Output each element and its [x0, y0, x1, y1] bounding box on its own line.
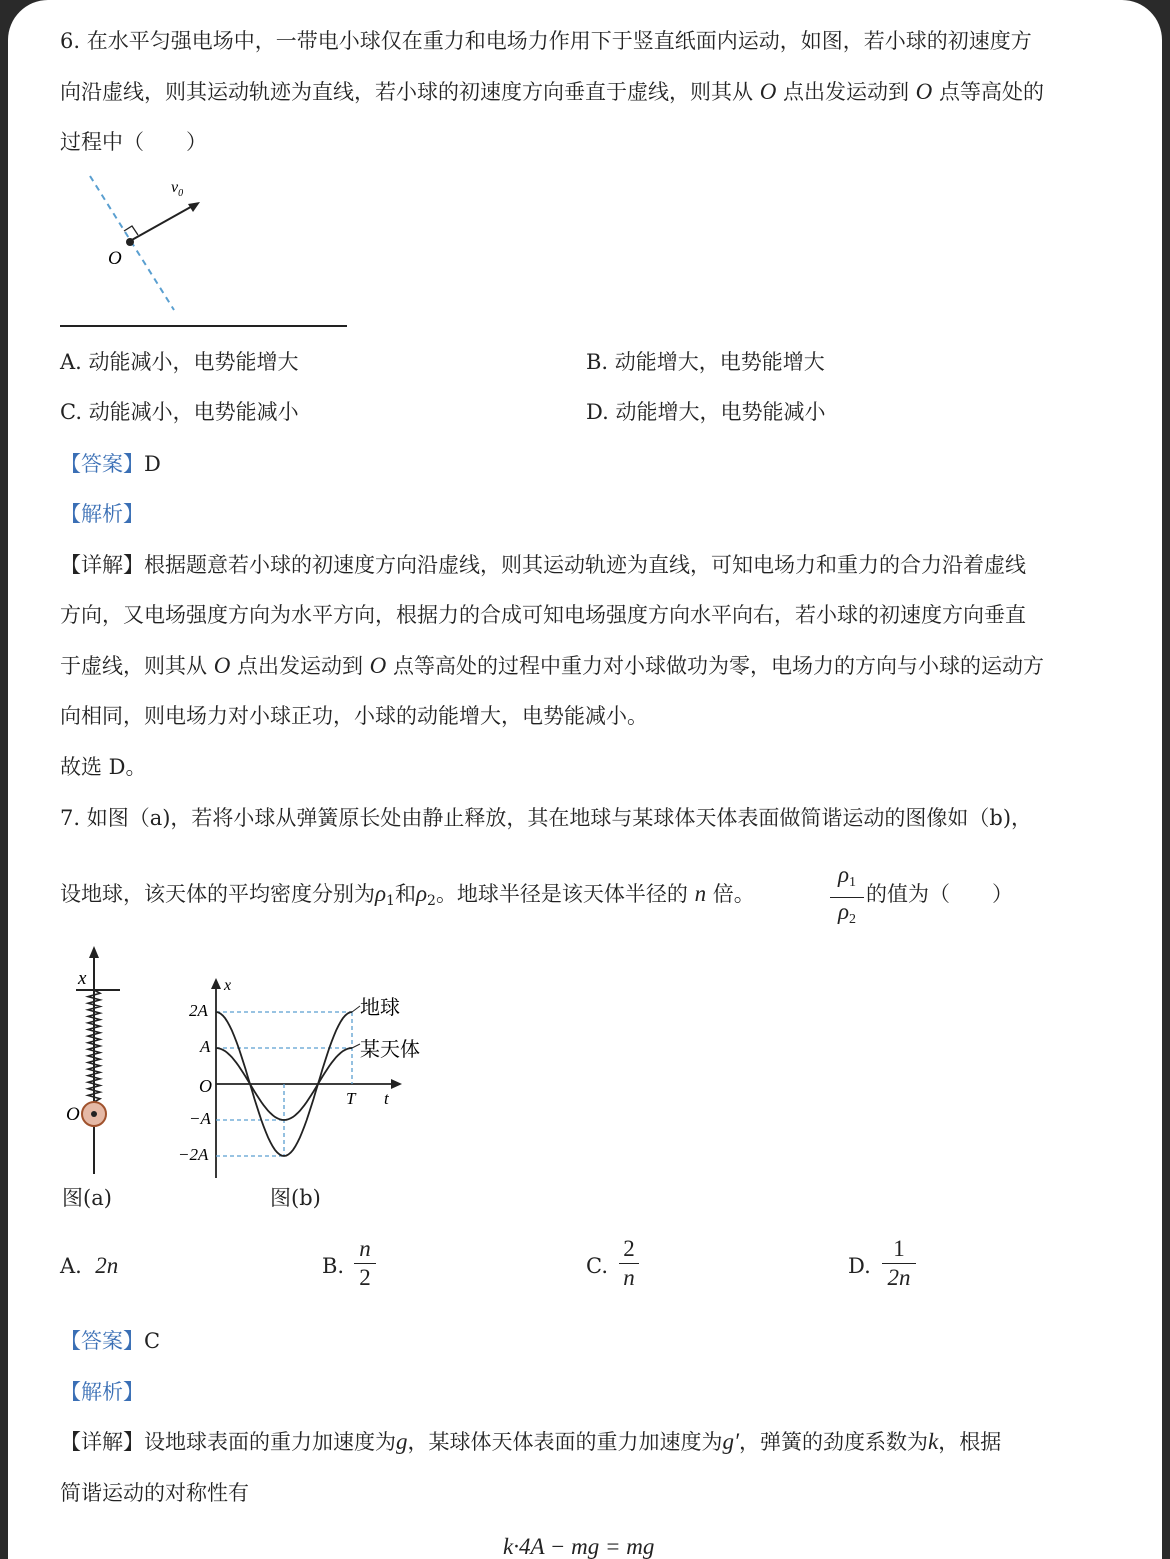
rho-ratio-fraction: $\rho_1$ $\rho_2$ — [830, 862, 864, 933]
point-O-dot — [126, 238, 134, 246]
ball-center — [91, 1111, 97, 1117]
q6-conclusion: 故选 D。 — [60, 755, 147, 779]
tick-label-neg-2A: −2A — [178, 1145, 209, 1164]
arrowhead-icon — [211, 978, 221, 989]
q6-detail-line1: 【详解】根据题意若小球的初速度方向沿虚线，则其运动轨迹为直线，可知电场力和重力的合力沿着虚线 — [60, 553, 1026, 577]
y-axis-label: x — [224, 977, 232, 994]
q6-analysis-tag: 【解析】 — [60, 502, 144, 526]
q7-detail-line1: 【详解】设地球表面的重力加速度为g，某球体天体表面的重力加速度为g′，弹簧的劲度系数为k，根据 — [60, 1429, 1002, 1454]
figure-b-caption: 图(b) — [270, 1186, 321, 1210]
q7-option-d-fraction: 1 2n — [882, 1236, 916, 1291]
arrowhead-icon — [391, 1079, 402, 1089]
q7-option-c-fraction: 2 n — [619, 1236, 639, 1291]
q7-option-b-fraction: n 2 — [354, 1236, 376, 1291]
q6-line2 — [60, 80, 1044, 104]
t-label: t — [384, 1089, 389, 1108]
tick-label-2A: 2A — [189, 1001, 208, 1020]
answer-tag: 【答案】 — [60, 452, 144, 476]
q7-option-d[interactable]: D. — [848, 1254, 871, 1278]
T-label: T — [346, 1089, 356, 1108]
q6-detail-line2: 方向，又电场强度方向为水平方向，根据力的合成可知电场强度方向水平向右，若小球的初速度方向垂直 — [60, 603, 1026, 627]
q7-line2-end: 的值为（ ） — [866, 882, 1013, 906]
legend-leader-body — [352, 1044, 360, 1048]
tick-label-neg-A: −A — [189, 1109, 211, 1128]
q7-detail-line2: 简谐运动的对称性有 — [60, 1481, 249, 1505]
q6-option-c[interactable]: C. 动能减小，电势能减小 — [60, 400, 299, 424]
legend-earth: 地球 — [360, 995, 400, 1019]
arrowhead-icon — [89, 946, 99, 958]
q6-line2-text-b: 点出发运动到 — [776, 80, 916, 104]
q6-detail-line3: 于虚线，则其从 O 点出发运动到 O 点等高处的过程中重力对小球做功为零，电场力的方向与小球的运动方 — [60, 653, 1044, 678]
q7-option-c[interactable]: C. — [586, 1254, 608, 1278]
point-O: O — [915, 79, 933, 104]
q7-option-a[interactable]: A. 2n — [60, 1253, 119, 1278]
legend-body: 某天体 — [360, 1037, 420, 1061]
velocity-arrow — [130, 204, 196, 241]
figure-a-caption: 图(a) — [62, 1186, 112, 1210]
answer-value: C — [144, 1329, 161, 1353]
v0-label: $v_0$ — [171, 179, 184, 199]
q6-line3: 过程中（ ） — [60, 130, 207, 154]
q6-option-b[interactable]: B. 动能增大，电势能增大 — [586, 350, 825, 374]
x-label: x — [78, 968, 87, 989]
O-label: O — [108, 248, 122, 269]
answer-tag: 【答案】 — [60, 1329, 144, 1353]
q7-analysis-tag: 【解析】 — [60, 1380, 144, 1404]
q6-detail-line4: 向相同，则电场力对小球正功，小球的动能增大，电势能减小。 — [60, 704, 648, 728]
O-label: O — [66, 1104, 80, 1125]
equation: k·4A − mg = mg — [503, 1534, 655, 1559]
q6-answer — [60, 452, 161, 476]
legend-leader-earth — [352, 1006, 360, 1012]
point-O: O — [759, 79, 777, 104]
q6-option-a[interactable]: A. 动能减小，电势能增大 — [60, 350, 299, 374]
answer-value: D — [144, 452, 161, 476]
q6-option-d[interactable]: D. 动能增大，电势能减小 — [586, 400, 826, 424]
q7-figure-a — [48, 940, 138, 1220]
document-page — [8, 0, 1162, 1559]
q6-line2-text-a: 向沿虚线，则其运动轨迹为直线，若小球的初速度方向垂直于虚线，则其从 — [60, 80, 760, 104]
tick-label-A: A — [200, 1037, 211, 1056]
q6-line1: 6. 在水平匀强电场中，一带电小球仅在重力和电场力作用下于竖直纸面内运动，如图，若小球的初速度方 — [60, 29, 1032, 53]
q7-option-b[interactable]: B. — [322, 1254, 345, 1278]
origin-label: O — [199, 1076, 212, 1096]
q7-figure-b — [176, 966, 436, 1181]
q7-line2: 设地球，该天体的平均密度分别为$\rho_1$和$\rho_2$。地球半径是该天体半径的 n 倍。 — [60, 881, 755, 909]
q6-line2-text-c: 点等高处的 — [932, 80, 1044, 104]
q6-figure — [48, 168, 358, 333]
q7-line1: 7. 如图（a)，若将小球从弹簧原长处由静止释放，其在地球与某球体天体表面做简谐运动的图像如（b)， — [60, 806, 1033, 830]
q7-answer — [60, 1329, 160, 1353]
